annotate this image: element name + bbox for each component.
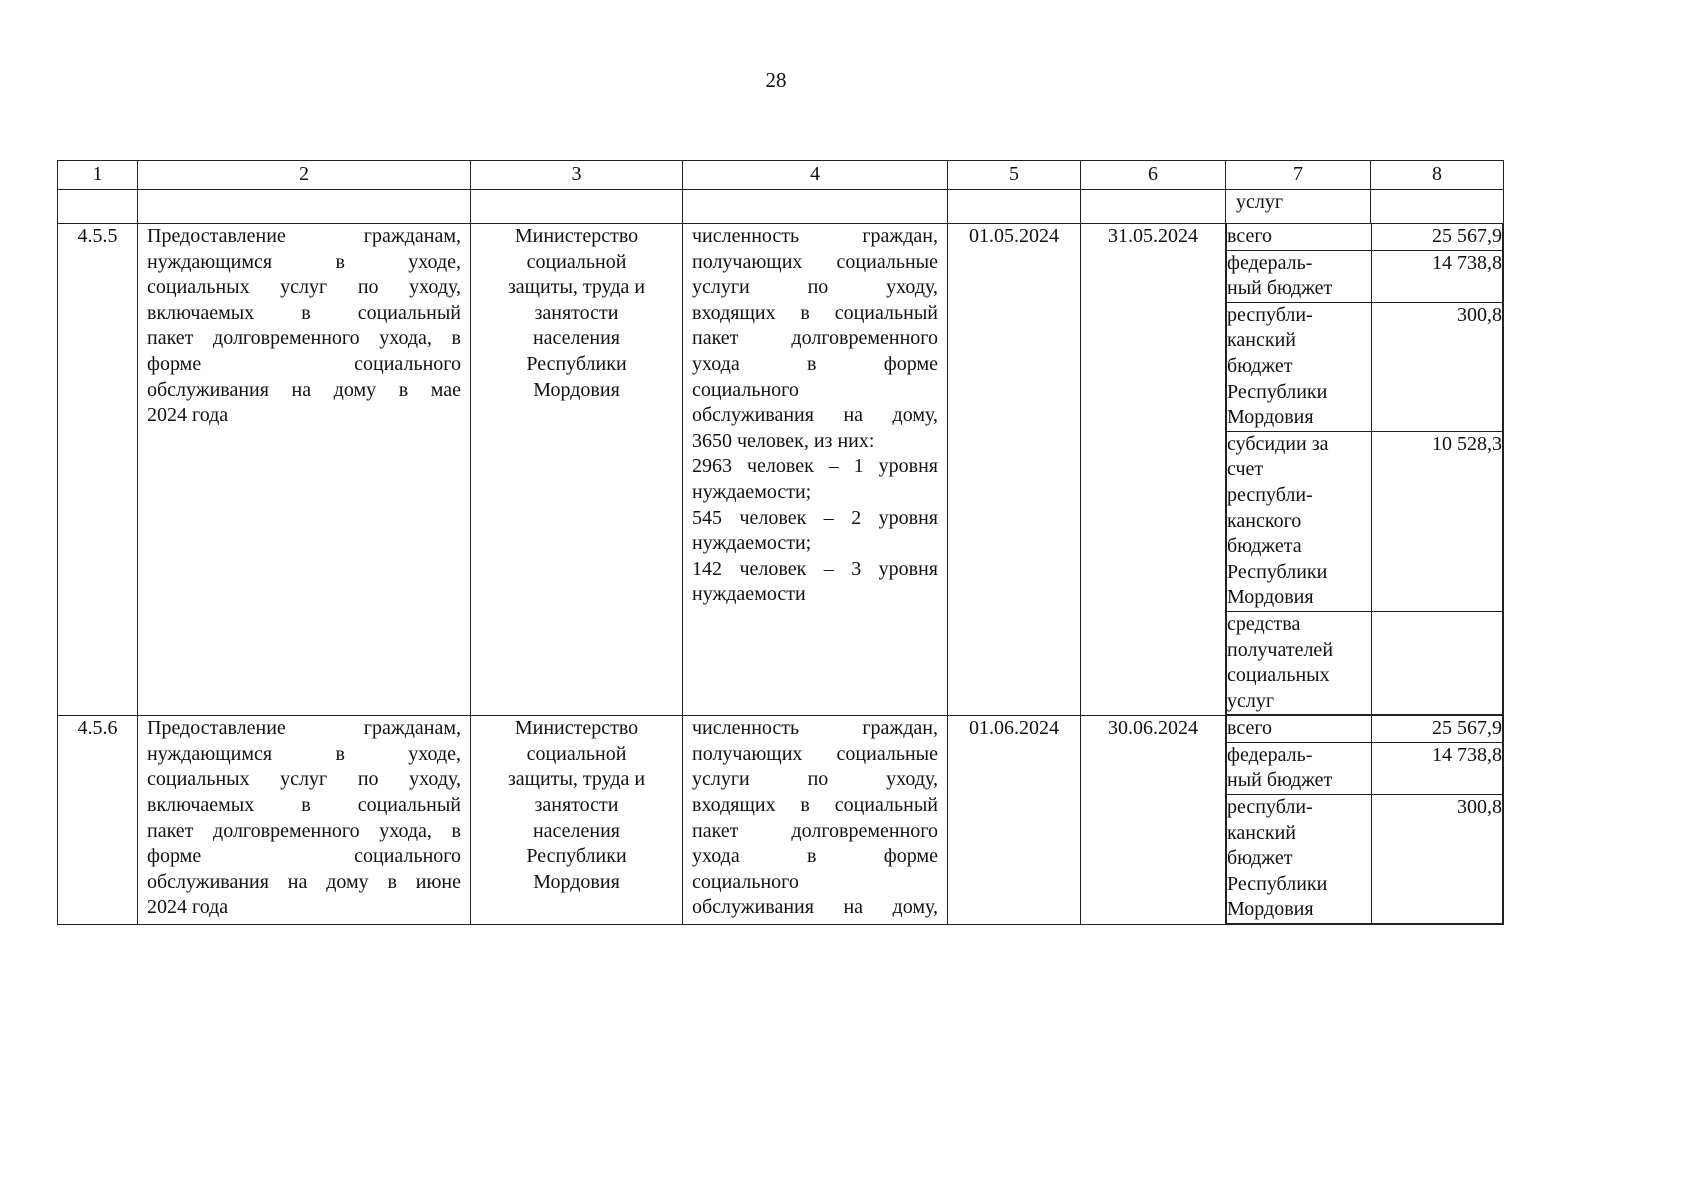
funding-row xyxy=(1227,302,1503,431)
executor-line: Республики xyxy=(526,845,627,868)
column-header: 1 xyxy=(58,161,138,190)
funding-amount: 300,8 xyxy=(1372,302,1503,431)
executor-line: занятости xyxy=(534,794,619,817)
activity-description xyxy=(138,716,470,921)
funding-amount: 14 738,8 xyxy=(1372,250,1503,302)
funding-source-label: услуг xyxy=(1236,191,1284,213)
indicator-line: ухода в форме xyxy=(692,845,938,868)
activities-table xyxy=(57,160,1504,925)
indicator-line: ухода в форме xyxy=(692,352,938,375)
indicator-line: социального xyxy=(692,870,799,893)
funding-source-line: бюджета xyxy=(1227,535,1302,558)
indicator-line: пакет долговременного xyxy=(692,327,938,350)
column-header: 3 xyxy=(471,161,683,190)
indicator-line: численность граждан, xyxy=(692,717,938,740)
indicator-line: пакет долговременного xyxy=(692,819,938,842)
funding-source xyxy=(1227,795,1372,924)
funding-source-line: бюджет xyxy=(1227,847,1293,870)
column-header-row xyxy=(58,161,1504,190)
executor-line: Мордовия xyxy=(533,378,620,401)
column-header: 6 xyxy=(1081,161,1226,190)
activity-line: пакет долговременного ухода, в xyxy=(147,327,461,350)
page-number: 28 xyxy=(765,68,787,92)
funding-source xyxy=(1227,302,1372,431)
indicator-line: нуждаемости; xyxy=(692,480,812,503)
indicator-line: обслуживания на дому, xyxy=(692,404,938,427)
funding-source-line: Мордовия xyxy=(1227,406,1314,429)
funding-source-line: ный бюджет xyxy=(1227,277,1333,300)
funding-source-line: Республики xyxy=(1227,872,1328,895)
executor-line: социальной xyxy=(526,250,627,273)
activity-description xyxy=(138,224,470,429)
funding-source-line: канский xyxy=(1227,329,1296,352)
indicator xyxy=(683,224,947,608)
funding-source-line: всего xyxy=(1227,225,1273,247)
start-date: 01.05.2024 xyxy=(969,225,1059,247)
funding-amount: 25 567,9 xyxy=(1372,224,1503,250)
funding-source xyxy=(1227,716,1372,742)
activity-line: Предоставление гражданам, xyxy=(147,225,461,247)
funding-row xyxy=(1227,795,1503,924)
funding-source-line: Мордовия xyxy=(1227,898,1314,921)
executor-line: Мордовия xyxy=(533,870,620,893)
indicator-line: входящих в социальный xyxy=(692,794,938,817)
executor-line: населения xyxy=(532,327,621,350)
funding-source-line: ный бюджет xyxy=(1227,769,1333,792)
executor-line: защиты, труда и xyxy=(507,276,646,299)
funding-source-line: получателей xyxy=(1227,638,1334,661)
funding-source-line: федераль- xyxy=(1227,251,1313,274)
column-header: 2 xyxy=(138,161,471,190)
indicator xyxy=(683,716,947,921)
activity-number: 4.5.6 xyxy=(77,717,118,740)
activity-line: форме социального xyxy=(147,845,461,868)
funding-source xyxy=(1227,431,1372,611)
indicator-line: услуги по уходу, xyxy=(692,768,938,791)
funding-amount xyxy=(1372,611,1503,714)
funding-source-line: канский xyxy=(1227,821,1296,844)
indicator-line: услуги по уходу, xyxy=(692,276,938,299)
funding-source-line: республи- xyxy=(1227,796,1313,819)
funding-amount: 14 738,8 xyxy=(1372,742,1503,794)
column-header: 8 xyxy=(1371,161,1504,190)
funding-source-line: республи- xyxy=(1227,483,1313,506)
activity-line: пакет долговременного ухода, в xyxy=(147,819,461,842)
activity-line: обслуживания на дому в мае xyxy=(147,378,461,401)
activity-line: 2024 года xyxy=(147,404,229,427)
funding-source-line: счет xyxy=(1227,458,1264,481)
funding-row xyxy=(1227,742,1503,794)
funding-source-line: Республики xyxy=(1227,380,1328,403)
indicator-line: получающих социальные xyxy=(692,742,938,765)
activity-line: форме социального xyxy=(147,352,461,375)
funding-row xyxy=(1227,431,1503,611)
funding-row xyxy=(1227,250,1503,302)
indicator-line: 3650 человек, из них: xyxy=(692,429,875,452)
funding-source-line: Мордовия xyxy=(1227,586,1314,609)
executor-line: занятости xyxy=(534,301,619,324)
funding-source xyxy=(1227,742,1372,794)
funding-source xyxy=(1227,611,1372,714)
activity-line: включаемых в социальный xyxy=(147,794,461,817)
activity-line: включаемых в социальный xyxy=(147,301,461,324)
indicator-line: входящих в социальный xyxy=(692,301,938,324)
activity-number: 4.5.5 xyxy=(77,225,118,247)
funding-source xyxy=(1227,224,1372,250)
indicator-line: численность граждан, xyxy=(692,225,938,247)
activity-line: нуждающимся в уходе, xyxy=(147,250,461,273)
executor xyxy=(471,716,682,895)
funding-source-line: социальных xyxy=(1227,664,1330,687)
executor-line: социальной xyxy=(526,742,627,765)
executor xyxy=(471,224,682,403)
funding-source-line: канского xyxy=(1227,509,1302,532)
activity-line: обслуживания на дому в июне xyxy=(147,870,461,893)
activity-line: социальных услуг по уходу, xyxy=(147,276,461,299)
funding-source xyxy=(1227,250,1372,302)
executor-line: Министерство xyxy=(514,717,639,740)
funding-row xyxy=(1227,224,1503,250)
indicator-line: обслуживания на дому, xyxy=(692,896,938,919)
end-date: 31.05.2024 xyxy=(1108,225,1198,247)
column-header: 5 xyxy=(948,161,1081,190)
executor-line: населения xyxy=(532,819,621,842)
funding-amount: 300,8 xyxy=(1372,795,1503,924)
funding-source-line: Республики xyxy=(1227,560,1328,583)
funding-source-line: субсидии за xyxy=(1227,432,1329,455)
funding-amount: 10 528,3 xyxy=(1372,431,1503,611)
activity-line: социальных услуг по уходу, xyxy=(147,768,461,791)
funding-source-line: средства xyxy=(1227,612,1301,635)
end-date: 30.06.2024 xyxy=(1108,717,1198,740)
table-row xyxy=(58,224,1504,716)
executor-line: защиты, труда и xyxy=(507,768,646,791)
table-row xyxy=(58,716,1504,925)
indicator-line: нуждаемости; xyxy=(692,532,812,555)
indicator-line: социального xyxy=(692,378,799,401)
indicator-line: 545 человек – 2 уровня xyxy=(692,506,938,529)
funding-source-line: всего xyxy=(1227,717,1273,740)
indicator-line: нуждаемости xyxy=(692,583,806,606)
activity-line: нуждающимся в уходе, xyxy=(147,742,461,765)
executor-line: Республики xyxy=(526,352,627,375)
funding-row xyxy=(1227,611,1503,714)
funding-amount: 25 567,9 xyxy=(1372,716,1503,742)
funding-source-line: бюджет xyxy=(1227,354,1293,377)
indicator-line: 142 человек – 3 уровня xyxy=(692,557,938,580)
funding-table xyxy=(1226,716,1503,924)
funding-source-line: федераль- xyxy=(1227,743,1313,766)
start-date: 01.06.2024 xyxy=(969,717,1059,740)
funding-table xyxy=(1226,224,1503,715)
funding-source-line: услуг xyxy=(1227,689,1275,712)
activity-line: 2024 года xyxy=(147,896,229,919)
executor-line: Министерство xyxy=(514,225,639,247)
funding-source-line: республи- xyxy=(1227,303,1313,326)
indicator-line: 2963 человек – 1 уровня xyxy=(692,455,938,478)
activity-line: Предоставление гражданам, xyxy=(147,717,461,740)
column-header: 4 xyxy=(683,161,948,190)
column-header: 7 xyxy=(1226,161,1371,190)
indicator-line: получающих социальные xyxy=(692,250,938,273)
funding-row xyxy=(1227,716,1503,742)
continuation-row xyxy=(58,190,1504,224)
